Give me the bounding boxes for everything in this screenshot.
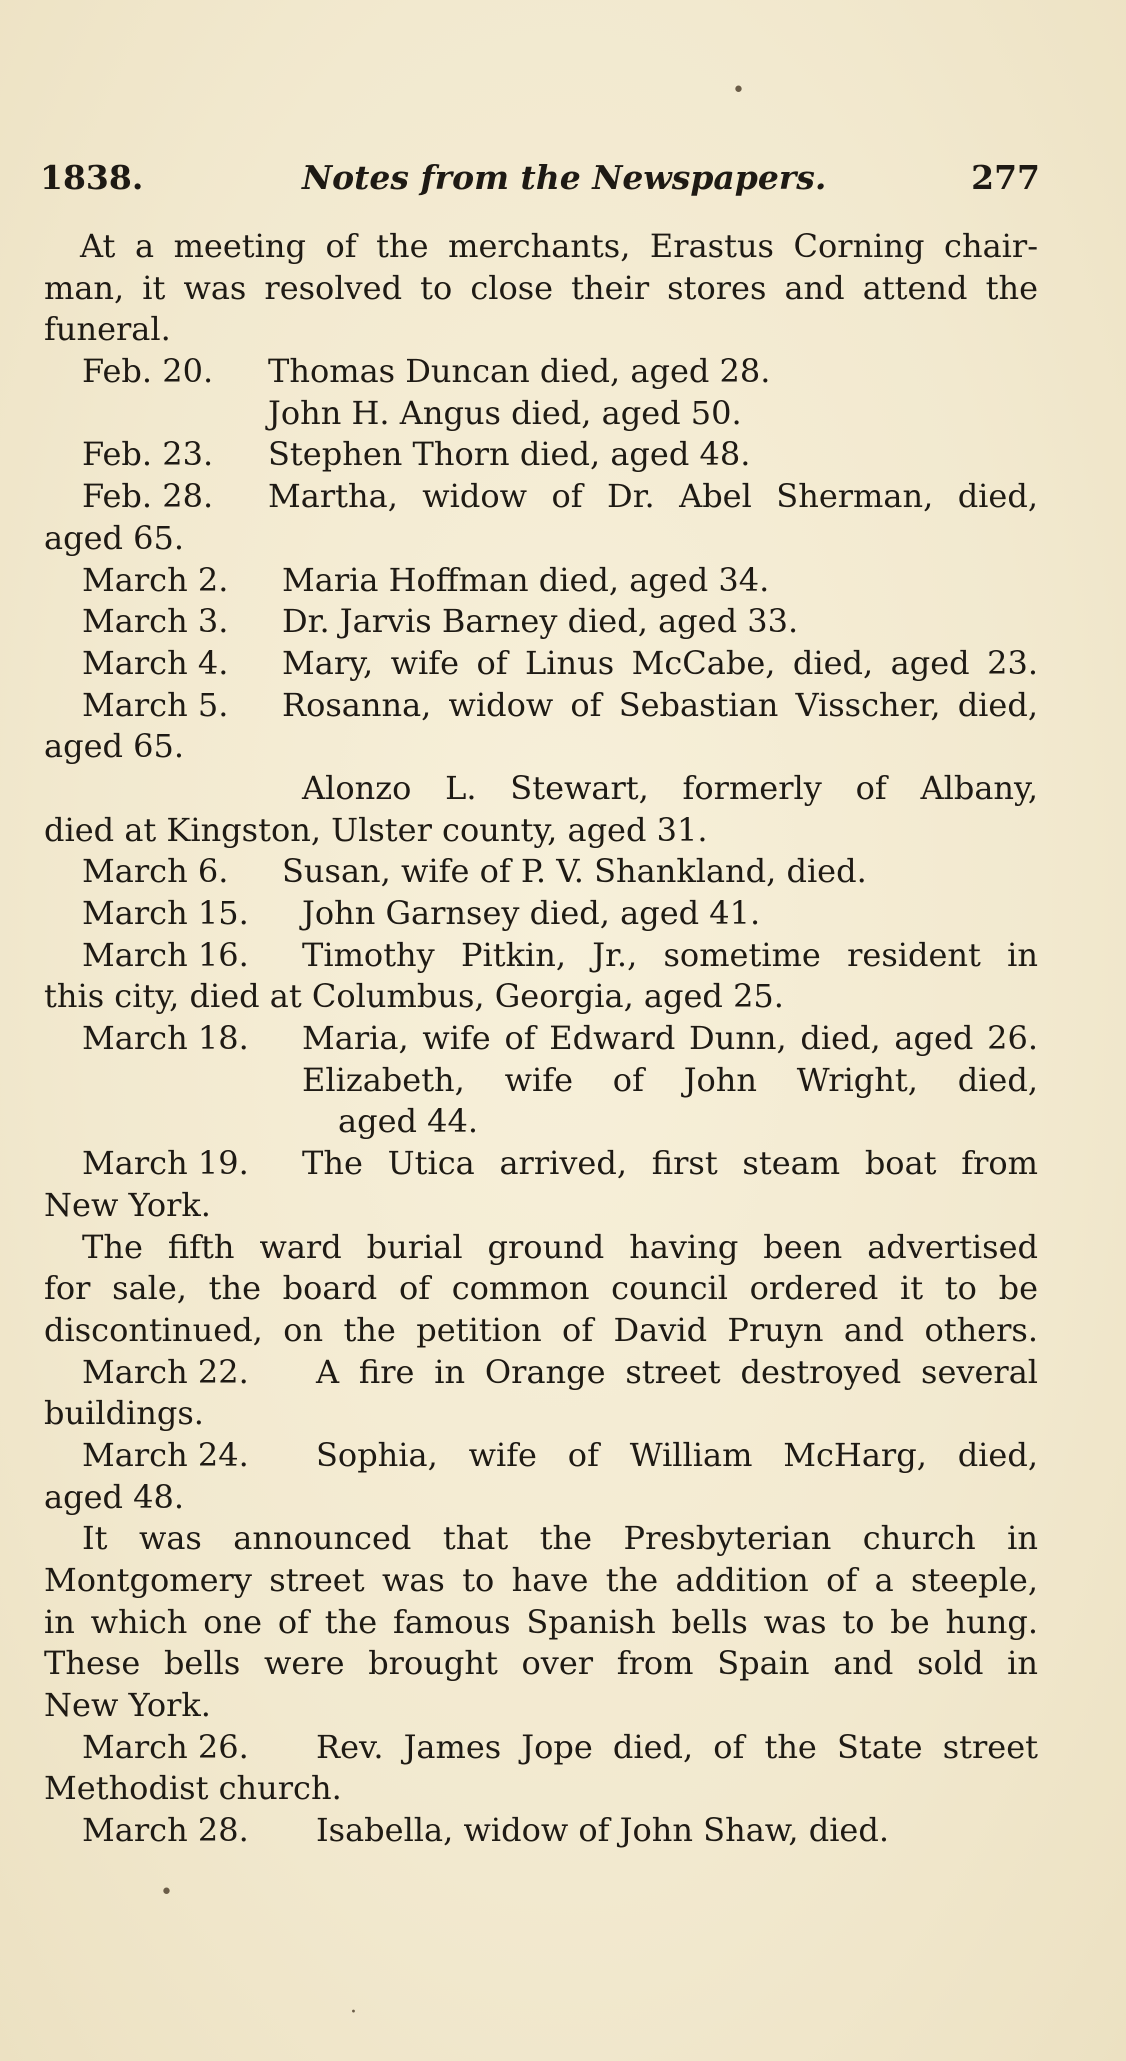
line-text: aged 65. <box>44 727 185 766</box>
dated-entry <box>50 1143 1038 1185</box>
line-text: It was announced that the Presbyterian church in <box>82 1519 1038 1558</box>
text-line <box>50 226 1038 268</box>
text-line <box>44 1268 1038 1310</box>
text-line <box>44 726 1038 768</box>
header-title: Notes from the Newspapers. <box>302 158 827 197</box>
dated-entry <box>50 893 1038 935</box>
entry-date: March 18. <box>82 1019 249 1058</box>
entry-text: John Garnsey died, aged 41. <box>302 894 761 932</box>
line-text: this city, died at Columbus, Georgia, aged 25. <box>44 977 784 1016</box>
page-body <box>44 226 1038 1852</box>
entry-text: Dr. Jarvis Barney died, aged 33. <box>282 602 799 641</box>
line-text: buildings. <box>44 1394 204 1433</box>
line-text: died at Kingston, Ulster county, aged 31. <box>44 810 708 849</box>
entry-text: Maria Hoffman died, aged 34. <box>282 560 770 599</box>
text-line <box>44 1643 1038 1685</box>
entry-text: Isabella, widow of John Shaw, died. <box>316 1811 890 1850</box>
paper-speck: · <box>350 2000 357 2025</box>
entry-date: March 3. <box>82 602 229 641</box>
dated-entry <box>50 1435 1038 1477</box>
text-line <box>44 268 1038 310</box>
dated-entry <box>50 434 1038 476</box>
page-number: 277 <box>971 158 1040 197</box>
line-text: Methodist church. <box>44 1769 342 1808</box>
dated-entry <box>50 851 1038 893</box>
line-text: aged 44. <box>338 1102 479 1141</box>
text-line <box>50 393 1038 435</box>
entry-date: March 4. <box>82 643 229 682</box>
dated-entry <box>50 935 1038 977</box>
entry-date: March 6. <box>82 852 229 891</box>
text-line <box>50 1227 1038 1269</box>
line-text: At a meeting of the merchants, Erastus Corning chair- <box>80 227 1038 265</box>
entry-text: Rev. James Jope died, of the State street <box>316 1727 1038 1766</box>
entry-text: Sophia, wife of William McHarg, died, <box>316 1435 1038 1474</box>
entry-date: March 22. <box>82 1352 249 1391</box>
text-line <box>44 1393 1038 1435</box>
line-text: in which one of the famous Spanish bells was to be hung. <box>44 1602 1038 1641</box>
running-header <box>40 158 1040 208</box>
text-line <box>44 1602 1038 1644</box>
dated-entry <box>50 643 1038 685</box>
entry-text: Maria, wife of Edward Dunn, died, aged 26. <box>302 1019 1038 1058</box>
text-line <box>44 1477 1038 1519</box>
text-line <box>50 1518 1038 1560</box>
line-text: for sale, the board of common council ordered it to be <box>44 1269 1038 1308</box>
dated-entry <box>50 1810 1038 1852</box>
line-text: New York. <box>44 1185 211 1224</box>
line-text: New York. <box>44 1686 211 1725</box>
text-line <box>44 309 1038 351</box>
text-line <box>44 1185 1038 1227</box>
entry-text: A fire in Orange street destroyed several <box>316 1352 1038 1391</box>
text-line <box>44 1685 1038 1727</box>
dated-entry <box>50 476 1038 518</box>
line-text: John H. Angus died, aged 50. <box>268 393 742 432</box>
entry-date: Feb. 23. <box>82 435 214 474</box>
entry-text: Thomas Duncan died, aged 28. <box>268 352 771 391</box>
dated-entry <box>50 1018 1038 1060</box>
dated-entry <box>50 601 1038 643</box>
dated-entry <box>50 1727 1038 1769</box>
text-line <box>44 1310 1038 1352</box>
line-text: discontinued, on the petition of David Pruyn and others. <box>44 1310 1038 1349</box>
entry-text: Martha, widow of Dr. Abel Sherman, died, <box>268 477 1038 516</box>
entry-date: March 2. <box>82 560 229 599</box>
entry-date: March 24. <box>82 1435 249 1474</box>
entry-text: Timothy Pitkin, Jr., sometime resident in <box>302 935 1038 974</box>
entry-date: Feb. 28. <box>82 477 214 516</box>
entry-date: March 15. <box>82 894 249 932</box>
line-text: aged 48. <box>44 1477 185 1516</box>
line-text: Montgomery street was to have the addition of a steeple, <box>44 1561 1038 1599</box>
entry-date: Feb. 20. <box>82 352 214 391</box>
line-text: Elizabeth, wife of John Wright, died, <box>302 1060 1038 1099</box>
text-line <box>44 1768 1038 1810</box>
entry-text: Susan, wife of P. V. Shankland, died. <box>282 852 867 891</box>
text-line <box>44 976 1038 1018</box>
dated-entry <box>50 351 1038 393</box>
entry-text: The Utica arrived, first steam boat from <box>302 1144 1038 1183</box>
text-line <box>50 1060 1038 1102</box>
text-line <box>44 1560 1038 1602</box>
text-line <box>44 810 1038 852</box>
entry-date: March 19. <box>82 1144 249 1183</box>
entry-text: Rosanna, widow of Sebastian Visscher, died, <box>282 685 1038 724</box>
entry-text: Mary, wife of Linus McCabe, died, aged 23. <box>282 643 1038 682</box>
line-text: aged 65. <box>44 518 185 557</box>
dated-entry <box>50 560 1038 602</box>
dated-entry <box>50 1352 1038 1394</box>
line-text: funeral. <box>44 310 171 349</box>
text-line <box>50 768 1038 810</box>
paper-speck: • <box>160 1880 173 1905</box>
line-text: These bells were brought over from Spain and sold in <box>44 1644 1038 1683</box>
line-text: The fifth ward burial ground having been advertised <box>82 1227 1038 1266</box>
entry-date: March 5. <box>82 685 229 724</box>
entry-date: March 28. <box>82 1811 249 1850</box>
dated-entry <box>50 685 1038 727</box>
entry-date: March 16. <box>82 935 249 974</box>
text-line <box>50 1101 1038 1143</box>
text-line <box>44 518 1038 560</box>
line-text: Alonzo L. Stewart, formerly of Albany, <box>302 768 1038 807</box>
entry-text: Stephen Thorn died, aged 48. <box>268 435 751 474</box>
entry-date: March 26. <box>82 1727 249 1766</box>
header-year: 1838. <box>40 158 144 197</box>
paper-speck: • <box>732 78 745 103</box>
line-text: man, it was resolved to close their stores and attend the <box>44 268 1038 307</box>
